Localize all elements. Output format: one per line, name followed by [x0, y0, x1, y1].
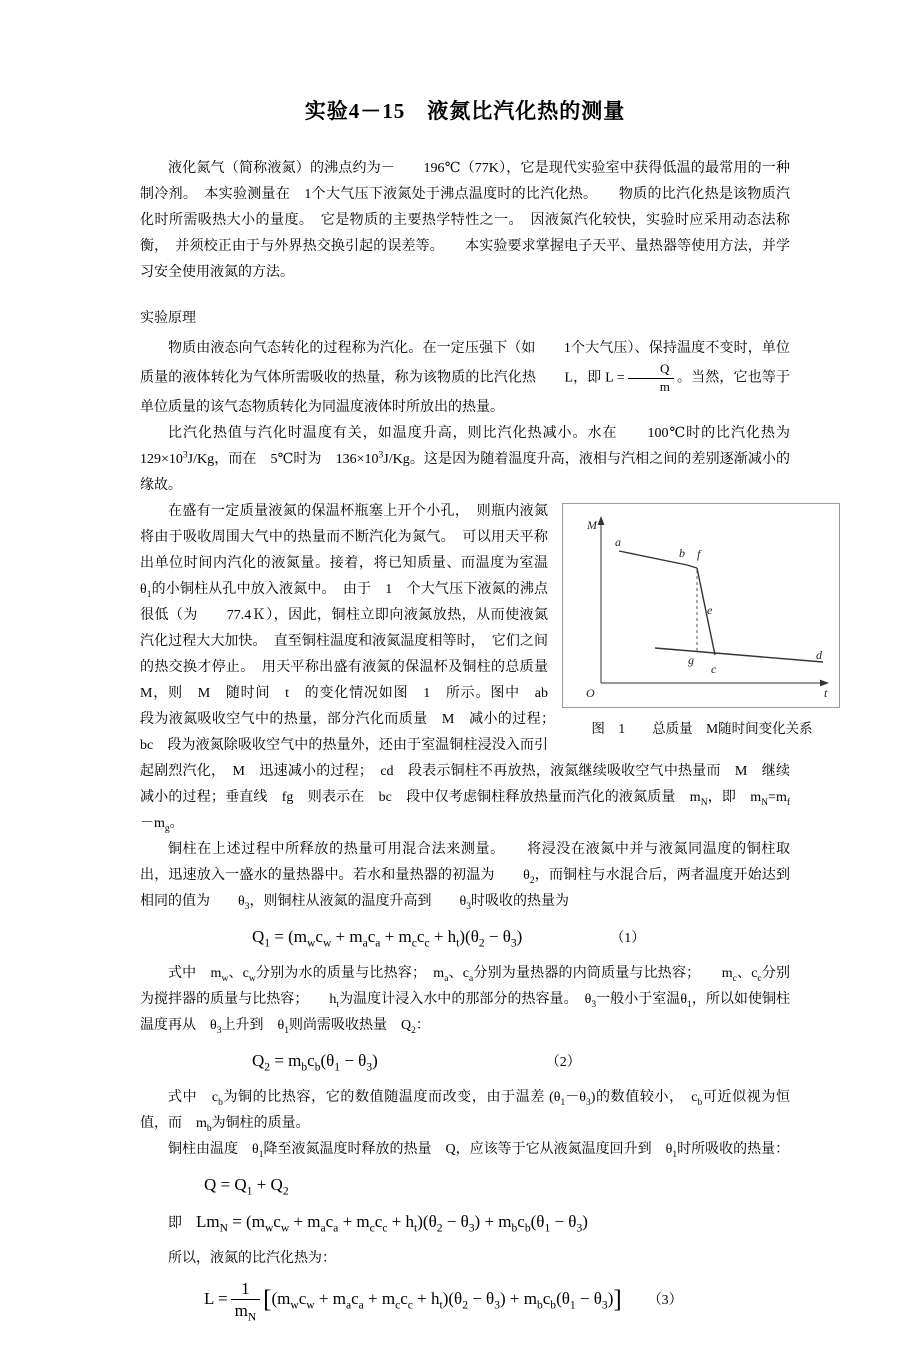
- principle-paragraph-5: [140, 961, 790, 1039]
- formula-1-number: （1）: [610, 930, 646, 946]
- figure-caption: 图 1 总质量 M随时间变化关系: [591, 720, 813, 736]
- segment-cd: [655, 648, 823, 662]
- inline-fraction-q-over-m: [628, 362, 674, 395]
- figure-label-c: c: [711, 661, 717, 676]
- paragraph-text: 铜柱在上述过程中所释放的热量可用混合法来测量。 将浸没在液氮中并与液氮同温度的铜柱取出，迅速放入一盛水的量热器中。若水和量热器的初温为 $\theta_2$，而铜柱与水混合后，两者温度开始达到相同的值为 $\theta_3$，则铜柱从液氮的温度升高到 $\theta_3$时吸收的热量为: [140, 841, 790, 912]
- formula-2: [140, 1046, 790, 1078]
- formula-3-left-bracket: [: [263, 1285, 272, 1313]
- principle-paragraph-4: [140, 837, 790, 915]
- formula-3-number: （3）: [647, 1292, 683, 1308]
- fraction-numerator: Q: [628, 362, 674, 379]
- principle-paragraph-1: [140, 336, 790, 421]
- figure-label-b: b: [679, 545, 685, 560]
- formula-1: [140, 922, 790, 954]
- y-axis-arrow: [598, 516, 605, 525]
- figure-label-d: d: [816, 647, 822, 662]
- mass-vs-time-graph: [563, 504, 839, 707]
- formula-2-number: （2）: [545, 1054, 581, 1070]
- principle-paragraph-7: [140, 1137, 790, 1163]
- figure-label-g: g: [688, 652, 694, 667]
- formula-3-fraction: [231, 1278, 261, 1324]
- paragraph-text: 物质由液态向气态转化的过程称为汽化。在一定压强下（如 1个大气压）、保持温度不变时，单位质量的液体转化为气体所需吸收的热量，称为该物质的比汽化热 L，即 L =: [140, 341, 790, 386]
- segment-ab: [619, 551, 687, 565]
- fraction-numerator: 1: [231, 1279, 261, 1301]
- figure-label-origin: O: [586, 685, 595, 700]
- formula-3-body: $(m_wc_w + m_ac_a + m_cc_c + h_t)(\theta_2 - \theta_3) + m_bc_b(\theta_1 - \theta_3)$: [271, 1288, 614, 1312]
- formula-1-expression: $Q_1 = (m_wc_w + m_ac_a + m_cc_c + h_t)(\theta_2 - \theta_3)$: [252, 926, 523, 950]
- paragraph-text: 比汽化热值与汽化时温度有关，如温度升高，则比汽化热减小。水在 100℃时的比汽化热为 $129\times 10^3J/Kg$，而在 5℃时为 $136\times 10^3J/Kg$。这是因为随着温度升高，液相与汽相之间的差别逐渐减小的缘故。: [140, 425, 804, 493]
- paragraph-text: 在盛有一定质量液氮的保温杯瓶塞上开个小孔， 则瓶内液氮将由于吸收周围大气中的热量而不断汽化为氮气。 可以用天平称出单位时间内汽化的液氮量。接着，将已知质量、而温度为室温 $\theta_1$的小铜柱从孔中放入液氮中。 由于 1 个大气压下液氮的沸点很低（为 77.4Ｋ），因此，铜柱立即向液氮放热，从而使液氮汽化过程大大加快。 直至铜柱温度和液氮温度相等时， 它们之间的热交换才停止。 用天平称出盛有液氮的保温杯及铜柱的总质量 M，则 M 随时间 t 的变化情况如图 1 所示。图中 ab 段为液氮吸收空气中的热量，部分汽化而质量 M 减小的过程； bc 段为液氮除吸收空气中的热量外，还由于室温铜柱浸没入而引起剧烈汽化， M 迅速减小的过程； cd 段表示铜柱不再放热，液氮继续吸收空气中热量而 M 继续减小的过程；垂直线 fg 则表示在 bc 段中仅考虑铜柱释放热量而汽化的液氮质量 $m_N$，即 $m_N=m_f-m_g$。: [140, 503, 791, 834]
- formula-lmn-prefix: 即: [168, 1215, 182, 1231]
- principle-paragraph-8: [140, 1246, 790, 1272]
- principle-paragraph-6: [140, 1085, 790, 1137]
- principle-paragraph-2: [140, 421, 804, 499]
- document-title: 实验4－15 液氮比汽化热的测量: [304, 99, 626, 123]
- formula-q-sum-expression: $Q = Q_1 + Q_2$: [204, 1174, 289, 1198]
- paragraph-text: 铜柱由温度 $\theta_1$降至液氮温度时释放的热量 Q，应该等于它从液氮温度回升到 $\theta_1$时所吸收的热量：: [168, 1141, 790, 1160]
- formula-q-sum: [140, 1170, 790, 1200]
- formula-3-right-bracket: ]: [613, 1285, 622, 1313]
- intro-text: 液化氮气（简称液氮）的沸点约为－ 196℃（77K），它是现代实验室中获得低温的最常用的一种制冷剂。 本实验测量在 1个大气压下液氮处于沸点温度时的比汽化热。 物质的比汽化热是该物质汽化时所需吸热大小的量度。 它是物质的主要热学特性之一。 因液氮汽化较快，实验时应采用动态法称衡， 并须校正由于与外界热交换引起的误差等。 本实验要求掌握电子天平、量热器等使用方法，并学习安全使用液氮的方法。: [140, 161, 790, 280]
- figure-1: [562, 503, 842, 738]
- figure-label-f: f: [697, 546, 701, 561]
- principle-paragraph-3: [140, 499, 828, 837]
- formula-2-expression: $Q_2 = m_bc_b(\theta_1 - \theta_3)$: [252, 1050, 378, 1074]
- fraction-denominator: m: [659, 378, 670, 394]
- fraction-denominator: $m_N$: [234, 1301, 257, 1324]
- paragraph-text: 式中 $m_w$、$c_w$分别为水的质量与比热容； $m_a$、$c_a$分别为量热器的内筒质量与比热容； $m_c$、$c_c$分别为搅拌器的质量与比热容； $h_t$为温度计浸入水中的那部分的热容量。 $\theta_3$一般小于室温$\theta_1$，所以如使铜柱温度再从 $\theta_3$上升到 $\theta_1$则尚需吸收热量 $Q_2$：: [140, 965, 791, 1036]
- segment-bf: [687, 565, 697, 568]
- figure-label-t: t: [824, 685, 828, 700]
- paragraph-text: 。当然，它也等于单位质量的该气态物质转化为同温度液体时所放出的热量。: [140, 370, 791, 415]
- figure-label-e: e: [707, 602, 713, 617]
- formula-3: [140, 1278, 790, 1324]
- paragraph-text: 所以，液氮的比汽化热为：: [168, 1250, 336, 1266]
- intro-paragraph: [140, 156, 790, 286]
- figure-plot-box: [562, 503, 840, 708]
- formula-lmn: [140, 1207, 790, 1239]
- formula-3-lhs: L =: [204, 1288, 228, 1308]
- paragraph-text: 式中 $c_b$为铜的比热容，它的数值随温度而改变，由于温差 $(\theta_1-\theta_3)$的数值较小， $c_b$可近似视为恒值，而 $m_b$为铜柱的质量。: [140, 1089, 790, 1134]
- formula-lmn-expression: $Lm_N = (m_wc_w + m_ac_a + m_cc_c + h_t)(\theta_2 - \theta_3) + m_bc_b(\theta_1 - \theta_3)$: [196, 1211, 588, 1235]
- section-heading-principle: 实验原理: [140, 311, 196, 326]
- figure-label-m: M: [587, 517, 597, 532]
- figure-label-a: a: [615, 534, 621, 549]
